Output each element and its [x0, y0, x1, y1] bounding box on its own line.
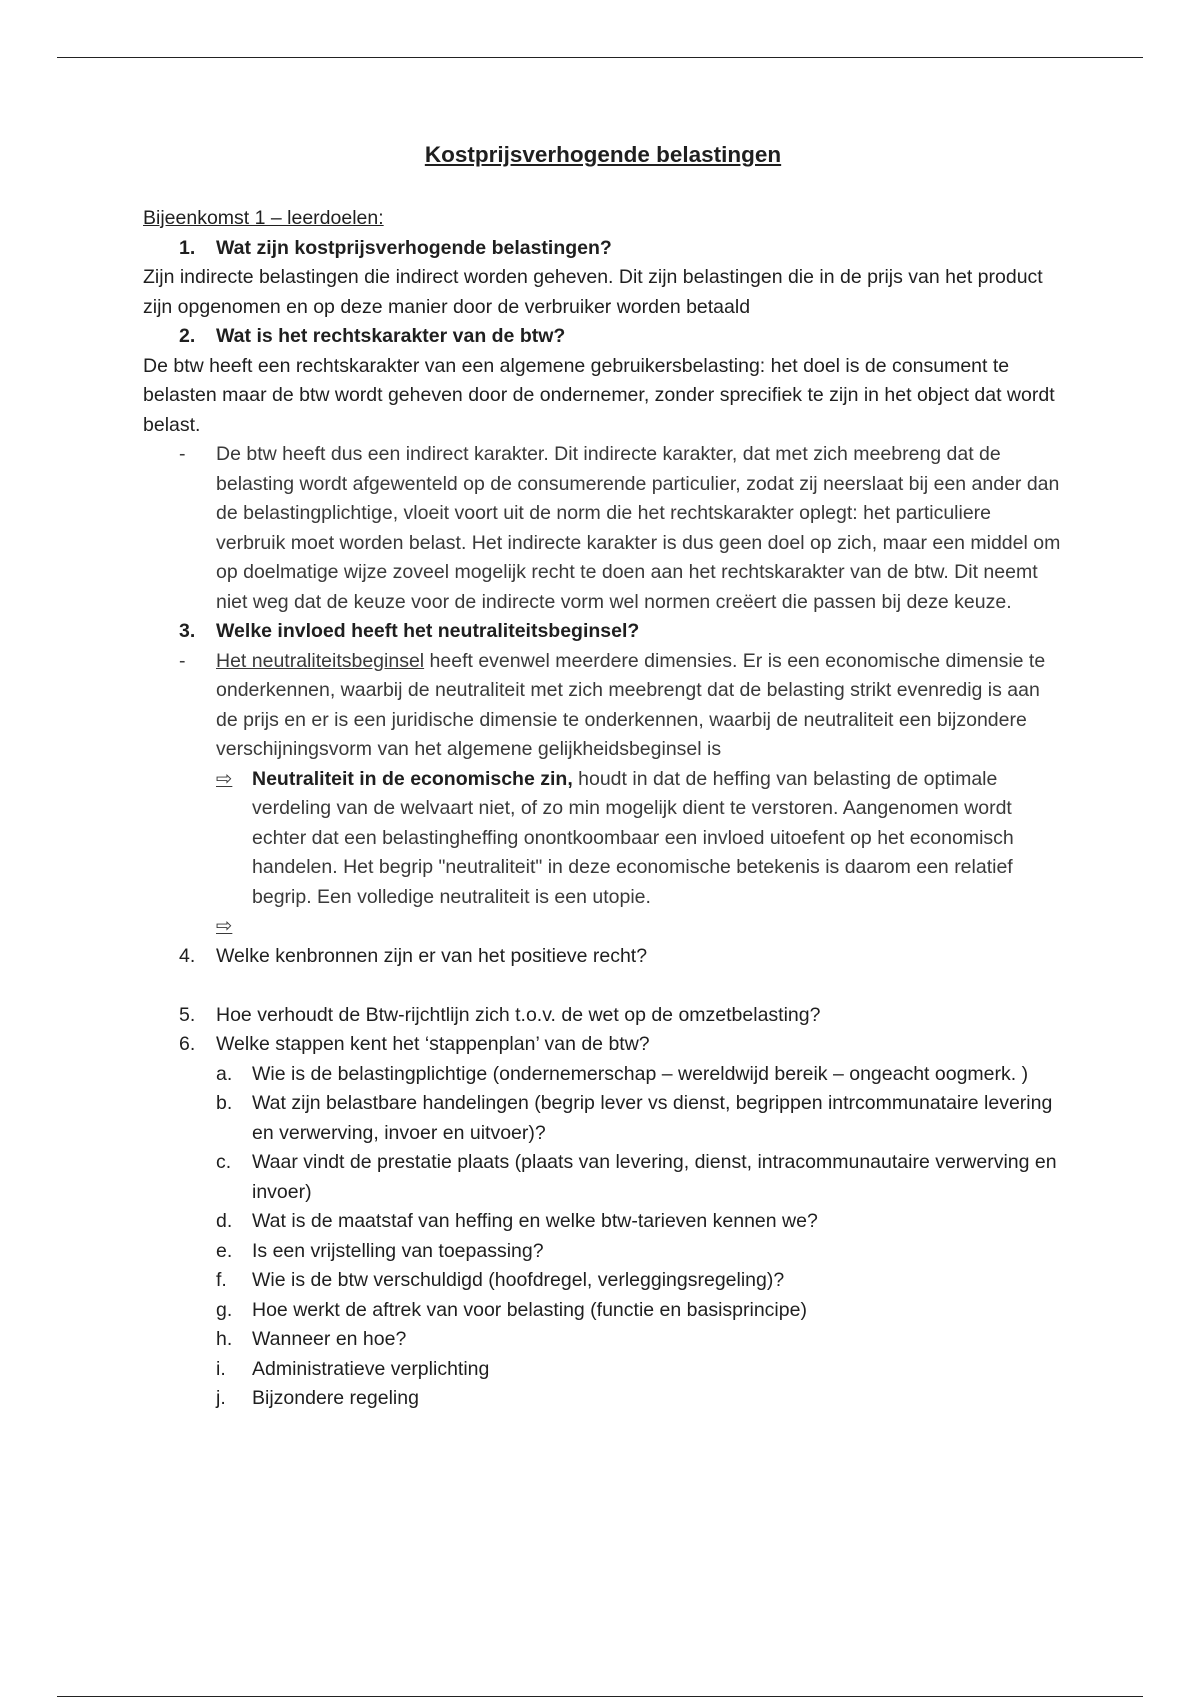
step-item: [143, 1148, 1063, 1207]
question-text: Welke kenbronnen zijn er van het positieve recht?: [216, 944, 648, 967]
term-neutraliteitsbeginsel: Het neutraliteitsbeginsel: [216, 649, 425, 672]
step-letter: f.: [216, 1269, 227, 1291]
question-6: [143, 1030, 1063, 1060]
step-text: Wat is de maatstaf van heffing en welke btw-tarieven kennen we?: [252, 1210, 818, 1232]
answer-2: De btw heeft een rechtskarakter van een algemene gebruikersbelasting: het doel is de consument te belasten maar de btw wordt geheven door de ondernemer, zonder sprecifiek te zijn in het object dat wordt belast.: [143, 354, 1055, 436]
spacer: [143, 971, 1063, 1001]
bullet-dash: -: [179, 649, 186, 672]
step-item: [143, 1237, 1063, 1267]
step-item: [143, 1089, 1063, 1148]
footer-rule: [57, 1696, 1143, 1697]
step-letter: g.: [216, 1298, 233, 1321]
step-letter: j.: [216, 1387, 226, 1409]
step-text: Wie is de belastingplichtige (ondernemerschap – wereldwijd bereik – ongeacht oogmerk. ): [252, 1062, 1029, 1085]
arrow-point-bold: Neutraliteit in de economische zin,: [252, 767, 573, 790]
step-text: Administratieve verplichting: [252, 1357, 490, 1380]
arrow-point-2: [143, 912, 1063, 942]
question-1: [143, 234, 1063, 264]
question-number: 1.: [179, 236, 196, 259]
arrow-point-text: houdt in dat de heffing van belasting de optimale verdeling van de welvaart niet, of zo min mogelijk dient te verstoren. Aangenomen wordt echter dat een belastingheffing onontkoombaar een invloed uitoefent op het economisch handelen. Het begrip "neutraliteit" in deze economische betekenis is daarom een relatief begrip. Een volledige neutraliteit is een utopie.: [252, 767, 1014, 908]
bullet-text: De btw heeft dus een indirect karakter. Dit indirecte karakter, dat met zich meebreng dat de belasting wordt afgewenteld op de consumerende particulier, zodat zij neerslaat bij een ander dan de belastingplichtige, vloeit voort uit de norm die het rechtskarakter oplegt: het particuliere verbruik moet worden belast. Het indirecte karakter is dus geen doel op zich, maar een middel om op doelmatige wijze zoveel mogelijk recht te doen aan het rechtskarakter van de btw. Dit neemt niet weg dat de keuze voor de indirecte vorm wel normen creëert die passen bij deze keuze.: [216, 443, 1061, 613]
step-text: Wat zijn belastbare handelingen (begrip lever vs dienst, begrippen intrcommunataire levering en verwerving, invoer en uitvoer)?: [252, 1092, 1053, 1144]
arrow-icon: ⇨: [216, 915, 233, 937]
question-number: 3.: [179, 620, 196, 642]
document-page: [143, 140, 1063, 1414]
question-text: Welke stappen kent het ‘stappenplan’ van de btw?: [216, 1033, 650, 1055]
steps-list: [143, 1060, 1063, 1414]
step-text: Bijzondere regeling: [252, 1387, 419, 1409]
step-item: [143, 1384, 1063, 1414]
question-text: Welke invloed heeft het neutraliteitsbeginsel?: [216, 620, 640, 642]
step-text: Waar vindt de prestatie plaats (plaats van levering, dienst, intracommunautaire verwerving en invoer): [252, 1151, 1057, 1203]
step-text: Hoe werkt de aftrek van voor belasting (functie en basisprincipe): [252, 1298, 807, 1321]
step-letter: c.: [216, 1151, 232, 1173]
bullet-text: heeft evenwel meerdere dimensies. Er is een economische dimensie te onderkennen, waarbij de neutraliteit met zich meebrengt dat de belasting strikt evenredig is aan de prijs en er is een juridische dimensie te onderkennen, waarbij de neutraliteit een bijzondere verschijningsvorm van het algemene gelijkheidsbeginsel is: [216, 649, 1046, 760]
question-2: [143, 322, 1063, 352]
question-4: [143, 942, 1063, 972]
page-title: Kostprijsverhogende belastingen: [424, 142, 782, 167]
step-letter: b.: [216, 1092, 233, 1114]
question-number: 5.: [179, 1003, 196, 1026]
question-5: [143, 1001, 1063, 1031]
step-text: Wanneer en hoe?: [252, 1328, 407, 1350]
step-text: Is een vrijstelling van toepassing?: [252, 1239, 544, 1262]
step-letter: h.: [216, 1328, 233, 1350]
answer-2-bullet: [143, 440, 1063, 617]
step-letter: a.: [216, 1062, 233, 1085]
question-text: Hoe verhoudt de Btw-rijchtlijn zich t.o.v. de wet op de omzetbelasting?: [216, 1003, 821, 1026]
step-item: [143, 1266, 1063, 1296]
question-number: 2.: [179, 325, 196, 347]
step-item: [143, 1325, 1063, 1355]
bullet-dash: -: [179, 443, 186, 465]
step-item: [143, 1296, 1063, 1326]
question-number: 6.: [179, 1033, 196, 1055]
arrow-icon: ⇨: [216, 767, 233, 790]
question-text: Wat zijn kostprijsverhogende belastingen?: [216, 236, 612, 259]
step-letter: i.: [216, 1357, 226, 1380]
step-text: Wie is de btw verschuldigd (hoofdregel, verleggingsregeling)?: [252, 1269, 785, 1291]
step-letter: d.: [216, 1210, 233, 1232]
step-letter: e.: [216, 1239, 233, 1262]
answer-3-bullet: [143, 647, 1063, 765]
answer-1: Zijn indirecte belastingen die indirect worden geheven. Dit zijn belastingen die in de prijs van het product zijn opgenomen en op deze manier door de verbruiker worden betaald: [143, 266, 1043, 318]
question-3: [143, 617, 1063, 647]
question-text: Wat is het rechtskarakter van de btw?: [216, 325, 566, 347]
step-item: [143, 1207, 1063, 1237]
question-number: 4.: [179, 944, 196, 967]
header-rule: [57, 57, 1143, 58]
step-item: [143, 1060, 1063, 1090]
step-item: [143, 1355, 1063, 1385]
arrow-point-1: [143, 765, 1063, 913]
intro-heading: Bijeenkomst 1 – leerdoelen:: [143, 207, 384, 229]
